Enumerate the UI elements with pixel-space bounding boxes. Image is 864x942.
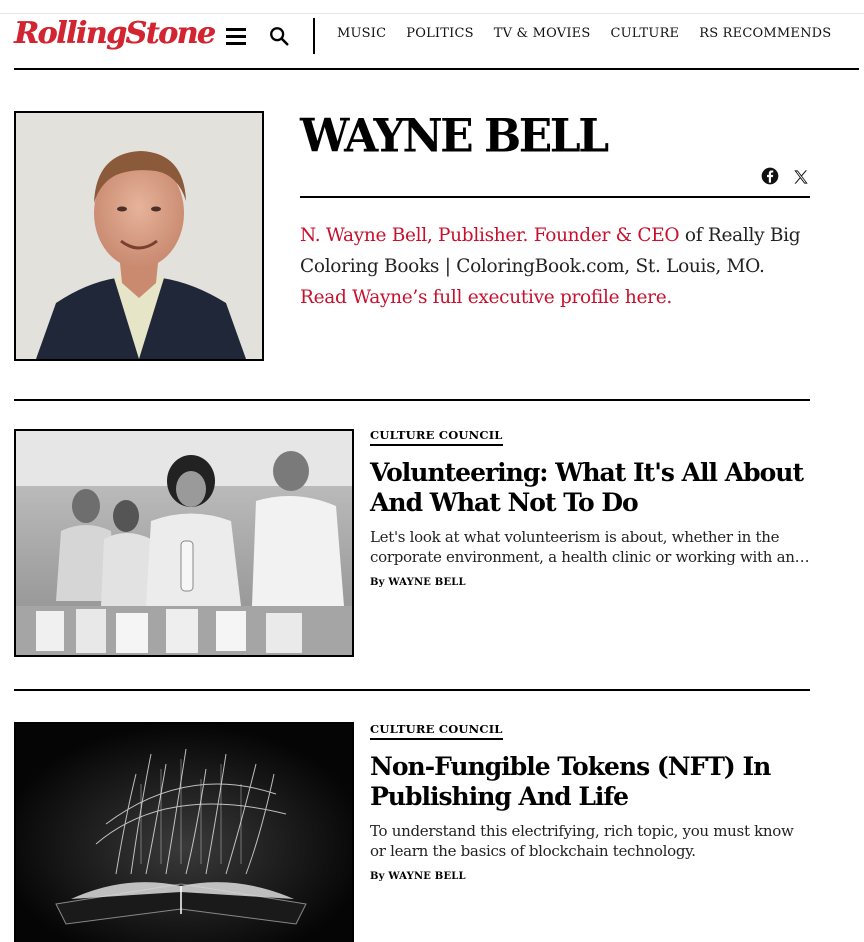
nav-item-rs-recommends[interactable]: RS RECOMMENDS [699,26,832,41]
site-header [14,14,859,70]
byline-prefix: By [370,871,385,882]
top-border [0,0,864,14]
hamburger-icon[interactable] [226,28,250,46]
search-icon[interactable] [268,25,290,47]
article-description: To understand this electrifying, rich topic, you must know or learn the basics of blockchain technology. [370,822,794,860]
section-divider [14,399,810,401]
article-title[interactable]: Volunteering: What It's All About And What Not To Do [370,458,803,517]
rolling-stone-logo[interactable]: RollingStone [14,16,215,51]
article-title[interactable]: Non-Fungible Tokens (NFT) In Publishing And Life [370,752,771,811]
nav-item-politics[interactable]: POLITICS [406,26,474,41]
nav-item-tv-movies[interactable]: TV & MOVIES [493,26,591,41]
author-bio [300,220,810,313]
header-divider [313,18,315,54]
bio-text: of Really Big Coloring Books | ColoringBook.com, St. Louis, MO. [300,225,801,277]
article-byline [370,577,466,588]
article-image-nft[interactable] [14,722,354,942]
author-name: WAYNE BELL [300,109,607,164]
article-kicker[interactable]: CULTURE COUNCIL [370,722,503,740]
byline-author[interactable]: WAYNE BELL [388,577,466,588]
facebook-icon[interactable] [760,166,780,186]
byline-prefix: By [370,577,385,588]
article-kicker[interactable]: CULTURE COUNCIL [370,428,503,446]
nav-item-culture[interactable]: CULTURE [610,26,680,41]
section-divider [14,689,810,691]
x-icon[interactable] [791,167,811,187]
byline-author[interactable]: WAYNE BELL [388,871,466,882]
article-image-volunteering[interactable] [14,429,354,657]
article-byline [370,871,466,882]
bio-title-link[interactable]: N. Wayne Bell, Publisher. Founder & CEO [300,225,680,246]
main-nav [337,26,851,41]
author-photo [14,111,264,361]
share-divider [300,196,810,198]
profile-link[interactable]: Read Wayne’s full executive profile here. [300,287,672,308]
article-description: Let's look at what volunteerism is about, whether in the corporate environment, a health clinic or working with an… [370,528,810,566]
nav-item-music[interactable]: MUSIC [337,26,387,41]
